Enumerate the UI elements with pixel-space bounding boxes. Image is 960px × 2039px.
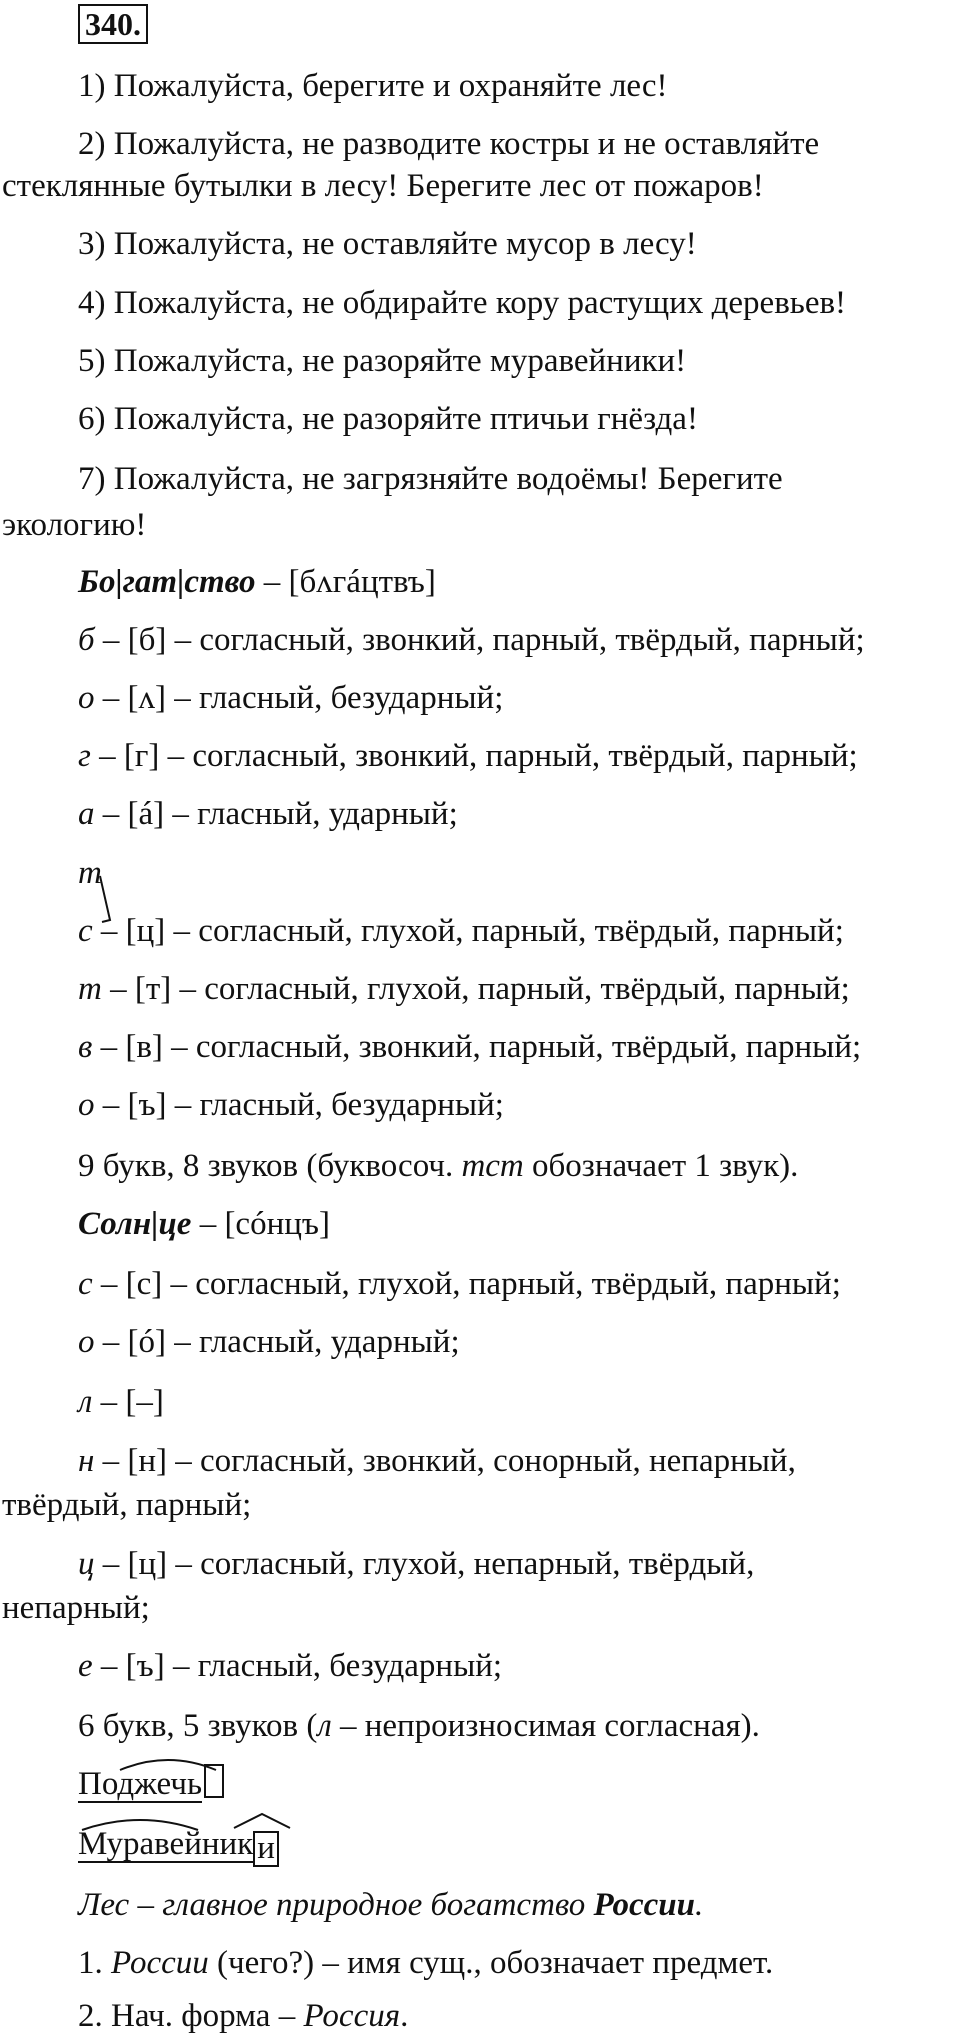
summary-text: 9 букв, 8 звуков (буквосоч. [78,1148,454,1184]
word2-letter-row [78,1262,841,1307]
letter-desc: – [ъ] – гласный, безударный; [100,1648,503,1684]
word2-summary [78,1704,760,1749]
letter: л [78,1384,93,1420]
analysis-1 [78,1941,773,1986]
sentence-7b: экологию! [2,507,147,543]
sentence-keyword: России [593,1887,696,1923]
letter: н [78,1443,95,1479]
root-arc [80,1814,200,1834]
letter-desc: – [т] – согласный, глухой, парный, твёрдый, парный; [110,971,850,1007]
summary-letters: л [317,1708,332,1744]
letter: т [78,855,102,891]
summary-text: 6 букв, 5 звуков ( [78,1708,318,1744]
letter-desc: – [с] – согласный, глухой, парный, твёрдый, парный; [100,1266,841,1302]
stem-underline [78,1861,253,1863]
word2-word: Солн|це [78,1206,192,1242]
letter: б [78,622,95,658]
word1-summary [78,1144,798,1189]
word2-letter-row-cont [2,1586,150,1631]
example-sentence [78,1883,703,1928]
morph-stem-text: Муравейник [78,1826,254,1862]
letter: с [78,913,93,949]
letter: е [78,1648,93,1684]
sentence-2b: стеклянные бутылки в лесу! Берегите лес от пожаров! [2,168,764,204]
letter: т [78,971,102,1007]
sentence-text: Лес – главное природное богатство [78,1887,586,1923]
letter: а [78,796,95,832]
word1-letter-row [78,1083,504,1128]
word2-heading [78,1202,330,1247]
word1-heading [78,560,436,605]
word1-letter-row [78,734,858,779]
letter: в [78,1029,93,1065]
analysis-number: 1. [78,1945,103,1981]
analysis-text: (чего?) – имя сущ., обозначает предмет. [217,1945,774,1981]
word2-transcription: – [сóнцъ] [199,1206,330,1242]
letter: ц [78,1546,95,1582]
word1-word: Бо|гат|ство [78,564,256,600]
word1-letter-row [78,967,850,1012]
letter-desc: – [г] – согласный, звонкий, парный, твёрдый, парный; [99,738,858,774]
word1-transcription: – [бʌгáцтвъ] [263,564,436,600]
letter-desc: непарный; [2,1590,150,1626]
sentence-5: 5) Пожалуйста, не разоряйте муравейники! [78,343,687,379]
analysis-2 [78,1994,408,2039]
letter-desc: – [–] [100,1384,164,1420]
analysis-number: 2. [78,1998,103,2034]
word1-letter-row [78,618,865,663]
sentence-6: 6) Пожалуйста, не разоряйте птичьи гнёзда! [78,401,698,437]
word2-letter-row [78,1644,502,1689]
letter-desc: – [н] – согласный, звонкий, сонорный, непарный, [102,1443,796,1479]
sentence-7a: 7) Пожалуйста, не загрязняйте водоёмы! Берегите [78,461,783,497]
letter-desc: – [б] – согласный, звонкий, парный, твёрдый, парный; [102,622,865,658]
word1-letter-row [78,676,503,721]
suffix-wedge [232,1812,292,1832]
ending-box: и [253,1831,279,1867]
word1-letter-row [78,909,844,954]
letter: г [78,738,91,774]
word2-letter-row-cont [2,1483,251,1528]
word1-letter-row [78,1025,861,1070]
sentence-1: 1) Пожалуйста, берегите и охраняйте лес! [78,68,668,104]
summary-letters: тст [461,1148,524,1184]
stem-underline [78,1801,202,1803]
letter-desc: – [ó] – гласный, ударный; [102,1324,460,1360]
word1-letter-row [78,792,458,837]
word2-letter-row [78,1320,460,1365]
morph-word-text: Поджечь [78,1766,203,1802]
letter-desc: – [в] – согласный, звонкий, парный, твёрдый, парный; [100,1029,862,1065]
analysis-word: Россия [303,1998,401,2034]
analysis-word: России [111,1945,209,1981]
sentence-4: 4) Пожалуйста, не обдирайте кору растущих деревьев! [78,285,847,321]
letter: с [78,1266,93,1302]
word2-letter-row [78,1542,754,1587]
letter-desc: твёрдый, парный; [2,1487,252,1523]
letter-desc: – [ц] – согласный, глухой, непарный, твёрдый, [102,1546,755,1582]
summary-text: – непроизносимая согласная). [339,1708,760,1744]
letter-desc: – [á] – гласный, ударный; [102,796,458,832]
letter: о [78,1087,95,1123]
letter-desc: – [ʌ] – гласный, безударный; [102,680,504,716]
letter: о [78,680,95,716]
letter: о [78,1324,95,1360]
summary-text: обозначает 1 звук). [532,1148,799,1184]
sentence-3: 3) Пожалуйста, не оставляйте мусор в лесу! [78,226,697,262]
letter-desc: – [ъ] – гласный, безударный; [102,1087,504,1123]
root-arc [118,1754,218,1774]
analysis-end: . [400,1998,409,2034]
analysis-text: Нач. форма – [111,1998,296,2034]
sentence-2a: 2) Пожалуйста, не разводите костры и не оставляйте [78,126,820,162]
word2-letter-row [78,1380,164,1425]
word2-letter-row [78,1439,796,1484]
sentence-end: . [695,1887,704,1923]
letter-desc: – [ц] – согласный, глухой, парный, твёрдый, парный; [100,913,844,949]
letter-join-bracket [96,870,126,930]
exercise-number: 340. [78,4,148,44]
